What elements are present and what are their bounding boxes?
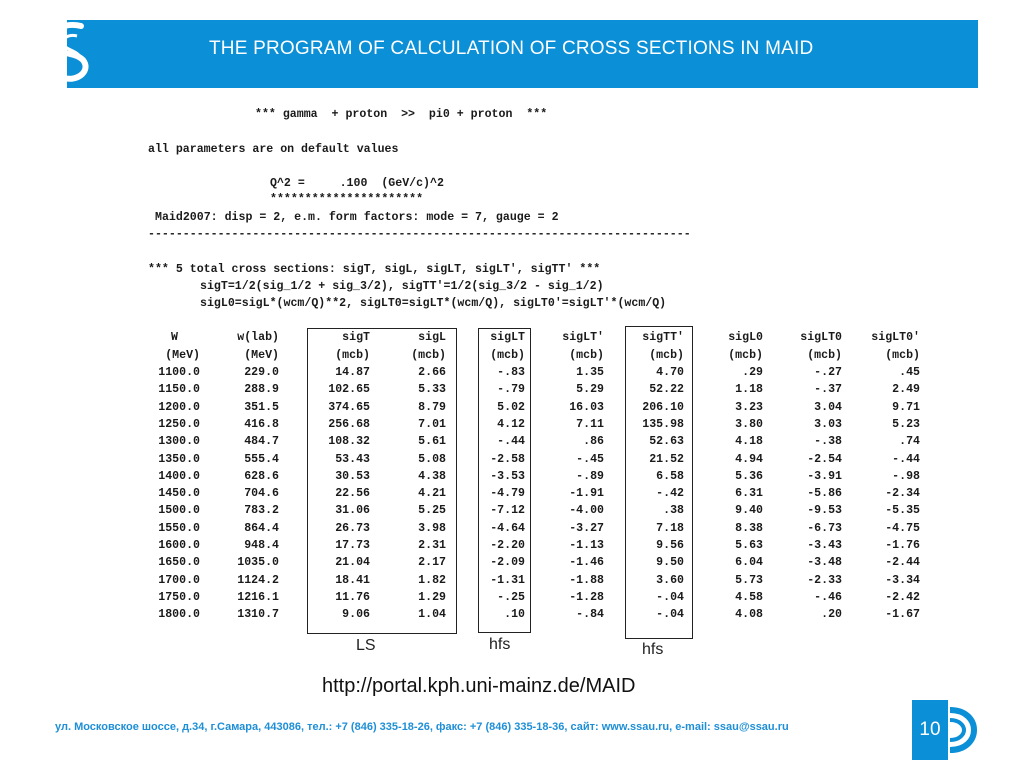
table-cell: 1250.0 [158, 417, 200, 431]
table-cell: 3.03 [814, 417, 842, 431]
table-cell: .74 [899, 435, 920, 449]
table-cell: 5.29 [576, 383, 604, 397]
table-cell: -.44 [497, 435, 525, 449]
column-unit: (mcb) [807, 349, 842, 362]
table-cell: -5.86 [807, 487, 842, 501]
table-cell: 374.65 [328, 400, 370, 414]
table-cell: 3.23 [735, 400, 763, 414]
table-cell: 3.80 [735, 417, 763, 431]
column-unit: (mcb) [885, 349, 920, 362]
table-cell: -1.76 [885, 539, 920, 552]
column-header: sigT [342, 331, 370, 344]
table-cell: -1.88 [569, 573, 604, 587]
table-cell: 288.9 [244, 383, 279, 397]
table-cell: 351.5 [244, 400, 279, 414]
output-line: *** gamma + proton >> pi0 + proton *** [255, 108, 548, 121]
table-cell: -1.13 [569, 539, 604, 552]
column-header: sigL0 [728, 331, 763, 344]
table-cell: 3.04 [814, 400, 842, 414]
table-cell: 17.73 [335, 539, 370, 552]
table-cell: 4.12 [497, 417, 525, 431]
table-cell: 5.25 [418, 504, 446, 518]
table-cell: -3.34 [885, 573, 920, 587]
table-cell: 31.06 [335, 504, 370, 518]
table-cell: 4.94 [735, 452, 763, 466]
table-cell: -.44 [892, 452, 920, 466]
table-cell: 229.0 [244, 366, 279, 379]
table-cell: -2.44 [885, 556, 920, 570]
table-cell: 628.6 [244, 469, 279, 483]
column-header: sigLT0' [871, 331, 920, 344]
maid-link[interactable]: http://portal.kph.uni-mainz.de/MAID [322, 675, 636, 697]
table-cell: -.04 [656, 608, 684, 622]
table-cell: -2.09 [490, 556, 525, 570]
table-cell: 9.56 [656, 539, 684, 552]
table-cell: 416.8 [244, 417, 279, 431]
table-cell: 135.98 [642, 417, 684, 431]
table-cell: 9.71 [892, 400, 920, 414]
table-cell: -4.00 [569, 504, 604, 518]
table-cell: -5.35 [885, 504, 920, 518]
table-cell: -2.58 [490, 452, 525, 466]
table-cell: 8.79 [418, 400, 446, 414]
table-cell: 1750.0 [158, 590, 200, 604]
output-line: Maid2007: disp = 2, e.m. form factors: mode = 7, gauge = 2 [155, 211, 559, 224]
table-cell: 5.73 [735, 573, 763, 587]
table-cell: 555.4 [244, 452, 279, 466]
column-unit: (mcb) [569, 349, 604, 362]
table-cell: 864.4 [244, 521, 279, 535]
table-cell: -3.48 [807, 556, 842, 570]
table-cell: 6.31 [735, 487, 763, 501]
table-cell: 1800.0 [158, 608, 200, 622]
table-cell: 1216.1 [237, 590, 279, 604]
table-cell: 1350.0 [158, 452, 200, 466]
table-cell: 52.22 [649, 383, 684, 397]
table-cell: 3.98 [418, 521, 446, 535]
column-unit: (mcb) [411, 349, 446, 362]
table-cell: 1150.0 [158, 383, 200, 397]
table-cell: 3.60 [656, 573, 684, 587]
ls-box [307, 328, 457, 634]
table-cell: 5.63 [735, 539, 763, 552]
table-cell: 4.21 [418, 487, 446, 501]
column-header: sigLT [490, 331, 525, 344]
table-cell: 1650.0 [158, 556, 200, 570]
table-cell: -2.54 [807, 452, 842, 466]
table-cell: 206.10 [642, 400, 684, 414]
table-cell: -4.79 [490, 487, 525, 501]
table-cell: -9.53 [807, 504, 842, 518]
output-line: sigT=1/2(sig_1/2 + sig_3/2), sigTT'=1/2(sig_3/2 - sig_1/2) [200, 280, 604, 293]
table-cell: -2.34 [885, 487, 920, 501]
hfs-box-sigLT [478, 328, 531, 633]
table-cell: 1.35 [576, 366, 604, 379]
table-cell: 4.58 [735, 590, 763, 604]
table-cell: 6.58 [656, 469, 684, 483]
table-cell: -.27 [814, 366, 842, 379]
table-cell: 4.08 [735, 608, 763, 622]
table-cell: -.98 [892, 469, 920, 483]
table-cell: 7.18 [656, 521, 684, 535]
table-cell: -1.31 [490, 573, 525, 587]
footer-address: ул. Московское шоссе, д.34, г.Самара, 443086, тел.: +7 (846) 335-18-26, факс: +7 (846) 335-18-36, сайт: www.ssau.ru, e-mail: ssau@ssau.ru [55, 721, 789, 733]
table-cell: 1550.0 [158, 521, 200, 535]
table-cell: 22.56 [335, 487, 370, 501]
table-cell: 5.36 [735, 469, 763, 483]
table-cell: -.38 [814, 435, 842, 449]
table-cell: -1.46 [569, 556, 604, 570]
column-header: W [171, 331, 178, 344]
table-cell: -.84 [576, 608, 604, 622]
table-cell: 16.03 [569, 400, 604, 414]
page-title: THE PROGRAM OF CALCULATION OF CROSS SECTIONS IN MAID [209, 38, 814, 59]
table-cell: -4.64 [490, 521, 525, 535]
table-cell: 9.50 [656, 556, 684, 570]
table-cell: 4.70 [656, 366, 684, 379]
table-cell: 1400.0 [158, 469, 200, 483]
table-cell: .45 [899, 366, 920, 379]
ls-label: LS [356, 637, 376, 654]
table-cell: 14.87 [335, 366, 370, 379]
table-cell: 2.17 [418, 556, 446, 570]
table-cell: 21.52 [649, 452, 684, 466]
table-cell: 9.40 [735, 504, 763, 518]
table-cell: 783.2 [244, 504, 279, 518]
table-cell: 7.01 [418, 417, 446, 431]
output-line: *** 5 total cross sections: sigT, sigL, sigLT, sigLT', sigTT' *** [148, 263, 601, 276]
output-line: Q^2 = .100 (GeV/c)^2 [270, 177, 444, 190]
table-cell: -2.33 [807, 573, 842, 587]
column-unit: (MeV) [165, 349, 200, 362]
table-cell: 1.18 [735, 383, 763, 397]
hfs-label: hfs [489, 636, 511, 653]
table-cell: -.45 [576, 452, 604, 466]
hfs-box-sigTT [625, 326, 693, 639]
table-cell: 9.06 [342, 608, 370, 622]
output-line: ********************** [270, 193, 424, 206]
table-cell: 948.4 [244, 539, 279, 552]
table-cell: -.25 [497, 590, 525, 604]
table-cell: 1.82 [418, 573, 446, 587]
table-cell: 1500.0 [158, 504, 200, 518]
table-cell: -.83 [497, 366, 525, 379]
output-line: sigL0=sigL*(wcm/Q)**2, sigLT0=sigLT*(wcm/Q), sigLT0'=sigLT'*(wcm/Q) [200, 297, 667, 310]
table-cell: -3.43 [807, 539, 842, 552]
separator-line: ------------------------------------------------------------------------------ [148, 228, 691, 241]
table-cell: -.46 [814, 590, 842, 604]
table-cell: -.79 [497, 383, 525, 397]
table-cell: 1100.0 [158, 366, 200, 379]
table-cell: 53.43 [335, 452, 370, 466]
table-cell: .38 [663, 504, 684, 518]
column-unit: (mcb) [490, 349, 525, 362]
table-cell: 1035.0 [237, 556, 279, 570]
table-cell: -.37 [814, 383, 842, 397]
column-header: sigTT' [642, 331, 684, 344]
table-cell: 108.32 [328, 435, 370, 449]
table-cell: 2.31 [418, 539, 446, 552]
output-line: all parameters are on default values [148, 143, 399, 156]
table-cell: 4.38 [418, 469, 446, 483]
table-cell: 102.65 [328, 383, 370, 397]
table-cell: -3.53 [490, 469, 525, 483]
table-cell: 1450.0 [158, 487, 200, 501]
column-unit: (mcb) [728, 349, 763, 362]
table-cell: 704.6 [244, 487, 279, 501]
table-cell: 52.63 [649, 435, 684, 449]
table-cell: 5.08 [418, 452, 446, 466]
table-cell: 7.11 [576, 417, 604, 431]
column-header: w(lab) [237, 331, 279, 344]
table-cell: 21.04 [335, 556, 370, 570]
table-cell: 6.04 [735, 556, 763, 570]
column-header: sigLT0 [800, 331, 842, 344]
table-cell: 4.18 [735, 435, 763, 449]
table-cell: 1.29 [418, 590, 446, 604]
table-cell: 26.73 [335, 521, 370, 535]
table-cell: 1.04 [418, 608, 446, 622]
column-unit: (mcb) [335, 349, 370, 362]
column-header: sigLT' [562, 331, 604, 344]
table-cell: -3.27 [569, 521, 604, 535]
table-cell: 1600.0 [158, 539, 200, 552]
table-cell: .29 [742, 366, 763, 379]
table-cell: 5.33 [418, 383, 446, 397]
column-unit: (mcb) [649, 349, 684, 362]
page-number: 10 [912, 700, 948, 760]
table-cell: .10 [504, 608, 525, 622]
table-cell: 30.53 [335, 469, 370, 483]
table-cell: 5.23 [892, 417, 920, 431]
table-cell: 1200.0 [158, 400, 200, 414]
table-cell: -4.75 [885, 521, 920, 535]
table-cell: -1.91 [569, 487, 604, 501]
table-cell: 256.68 [328, 417, 370, 431]
table-cell: -7.12 [490, 504, 525, 518]
table-cell: 1300.0 [158, 435, 200, 449]
table-cell: 5.02 [497, 400, 525, 414]
table-cell: 1310.7 [237, 608, 279, 622]
table-cell: 18.41 [335, 573, 370, 587]
table-cell: 484.7 [244, 435, 279, 449]
table-cell: 11.76 [335, 590, 370, 604]
table-cell: -2.20 [490, 539, 525, 552]
ssau-mini-logo-icon [946, 700, 980, 760]
table-cell: -.42 [656, 487, 684, 501]
table-cell: -.04 [656, 590, 684, 604]
hfs-label: hfs [642, 641, 664, 658]
table-cell: -1.28 [569, 590, 604, 604]
table-cell: .86 [583, 435, 604, 449]
table-cell: 2.66 [418, 366, 446, 379]
table-cell: -3.91 [807, 469, 842, 483]
table-cell: 1124.2 [237, 573, 279, 587]
table-cell: -6.73 [807, 521, 842, 535]
table-cell: 5.61 [418, 435, 446, 449]
column-header: sigL [418, 331, 446, 344]
table-cell: 1700.0 [158, 573, 200, 587]
table-cell: -2.42 [885, 590, 920, 604]
table-cell: .20 [821, 608, 842, 622]
column-unit: (MeV) [244, 349, 279, 362]
table-cell: 2.49 [892, 383, 920, 397]
table-cell: 8.38 [735, 521, 763, 535]
table-cell: -.89 [576, 469, 604, 483]
table-cell: -1.67 [885, 608, 920, 622]
